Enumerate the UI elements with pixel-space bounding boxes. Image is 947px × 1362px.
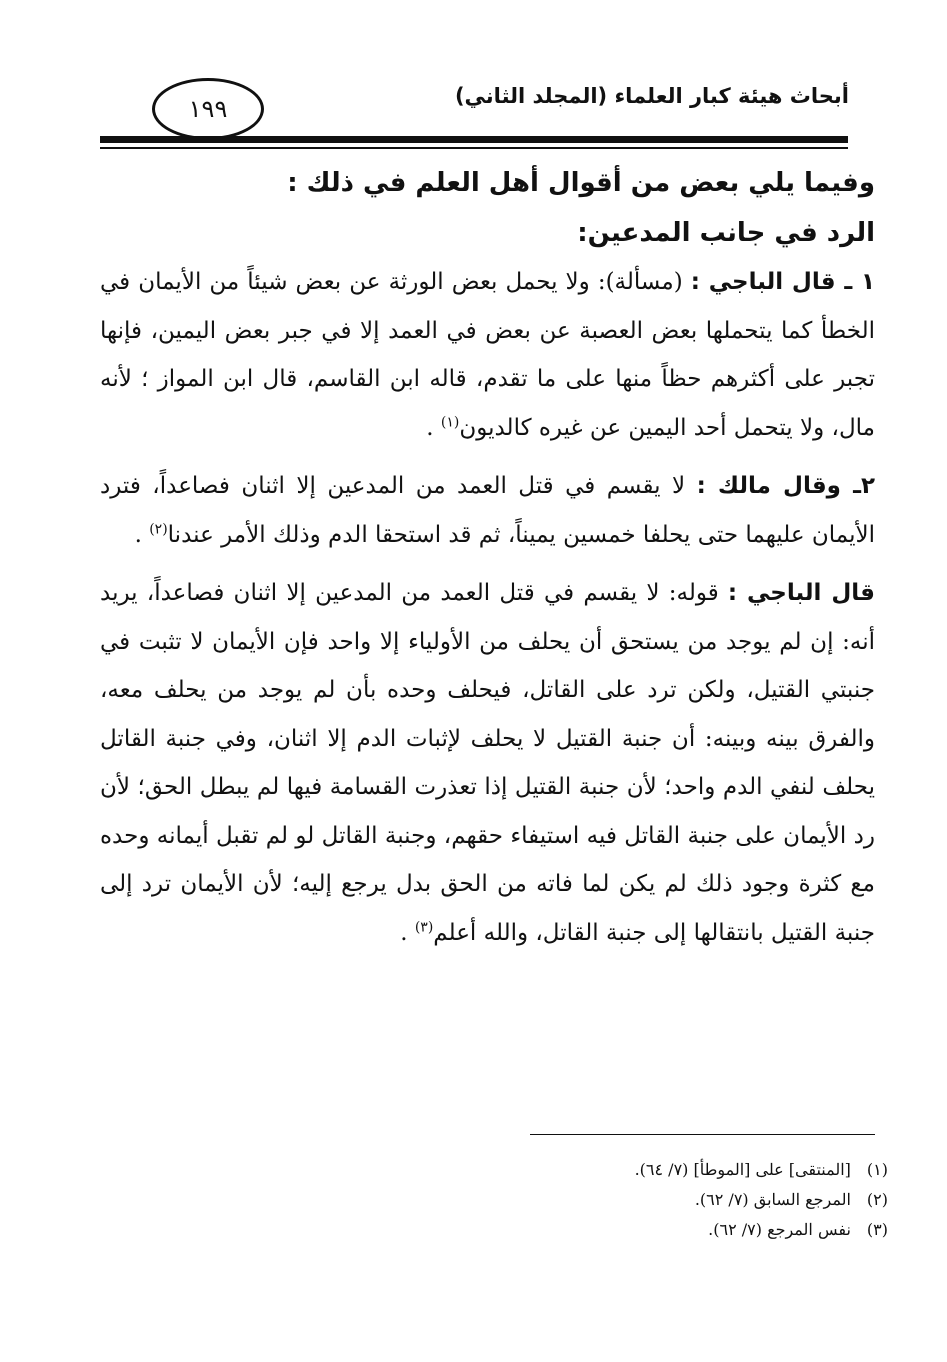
footnote-item	[400, 1185, 888, 1215]
paragraph-2	[100, 462, 875, 559]
paragraph-3-end: .	[400, 919, 415, 946]
page-number-oval	[152, 78, 264, 140]
footnote-text: [المنتقى] على [الموطأ] (٧/ ٦٤).	[634, 1160, 851, 1179]
paragraph-3-text: قوله: لا يقسم في قتل العمد من المدعين إلا اثنان فصاعداً، يريد أنه: إن لم يوجد من يستحق أن يحلف من الأولياء إلا واحد فإن الأيمان لا تثبت في جنبتي القتيل، ولكن ترد على القاتل، فيحلف وحده بأن لم يوجد من يحلف معه، والفرق بينه وبينه: أن جنبة القتيل لا يحلف لإثبات الدم إلا اثنان، وفي جنبة القاتل يحلف لنفي الدم واحد؛ لأن جنبة القتيل إذا تعذرت القسامة فيها لم يبطل الحق؛ لأن رد الأيمان على جنبة القاتل فيه استيفاء حقهم، وجنبة القاتل لو لم تقبل أيمانه وحده مع كثرة وجود ذلك لم يكن لما فاته من الحق بدل يرجع إليه؛ لأن الأيمان ترد إلى جنبة القتيل بانتقالها إلى جنبة القاتل، والله أعلم	[100, 580, 876, 946]
header-rule-thick	[100, 136, 848, 143]
footnote-text: نفس المرجع (٧/ ٦٢).	[708, 1220, 851, 1239]
paragraph-3-lead: قال الباجي :	[727, 580, 875, 606]
spacer	[100, 452, 875, 462]
footnotes	[400, 1155, 888, 1245]
paragraph-1-text: (مسألة): ولا يحمل بعض الورثة عن بعض شيئاً من الأيمان في الخطأ كما يتحملها بعض العصبة عن بعض في العمد إلا في جبر بعض اليمين، فإنها تجبر على أكثرهم حظاً منها على ما تقدم، قاله ابن القاسم، قال ابن المواز ؛ لأنه مال، ولا يتحمل أحد اليمين عن غيره كالديون	[100, 269, 875, 441]
footnote-ref-2[interactable]: (٢)	[149, 520, 168, 537]
paragraph-1-lead: ١ ـ قال الباجي :	[690, 269, 875, 295]
page-number: ١٩٩	[188, 95, 228, 123]
footnote-ref-3[interactable]: (٣)	[414, 918, 434, 935]
paragraph-2-text: لا يقسم في قتل العمد من المدعين إلا اثنان فصاعداً، فترد الأيمان عليهما حتى يحلفا خمسين يميناً، ثم قد استحقا الدم وذلك الأمر عندنا	[100, 473, 875, 548]
spacer	[100, 559, 875, 569]
footnote-number: (٣)	[866, 1220, 888, 1239]
paragraph-2-end: .	[134, 521, 150, 548]
paragraph-1-end: .	[426, 414, 441, 441]
footnote-item	[400, 1155, 888, 1185]
section-heading: الرد في جانب المدعين:	[577, 218, 875, 248]
main-text	[100, 158, 875, 957]
footnote-number: (١)	[866, 1160, 888, 1179]
footnote-item	[400, 1215, 888, 1245]
footnote-text: المرجع السابق (٧/ ٦٢).	[694, 1190, 851, 1209]
paragraph-1	[100, 258, 875, 452]
page-header	[0, 0, 947, 160]
footnote-separator	[530, 1134, 875, 1135]
running-title: أبحاث هيئة كبار العلماء (المجلد الثاني)	[454, 84, 849, 108]
footnote-number: (٢)	[866, 1190, 888, 1209]
paragraph-2-lead: ٢ـ وقال مالك :	[696, 473, 875, 499]
footnote-ref-1[interactable]: (١)	[440, 413, 460, 430]
intro-line: وفيما يلي بعض من أقوال أهل العلم في ذلك :	[287, 168, 875, 198]
paragraph-3	[100, 569, 875, 957]
header-rule-thin	[100, 147, 848, 149]
